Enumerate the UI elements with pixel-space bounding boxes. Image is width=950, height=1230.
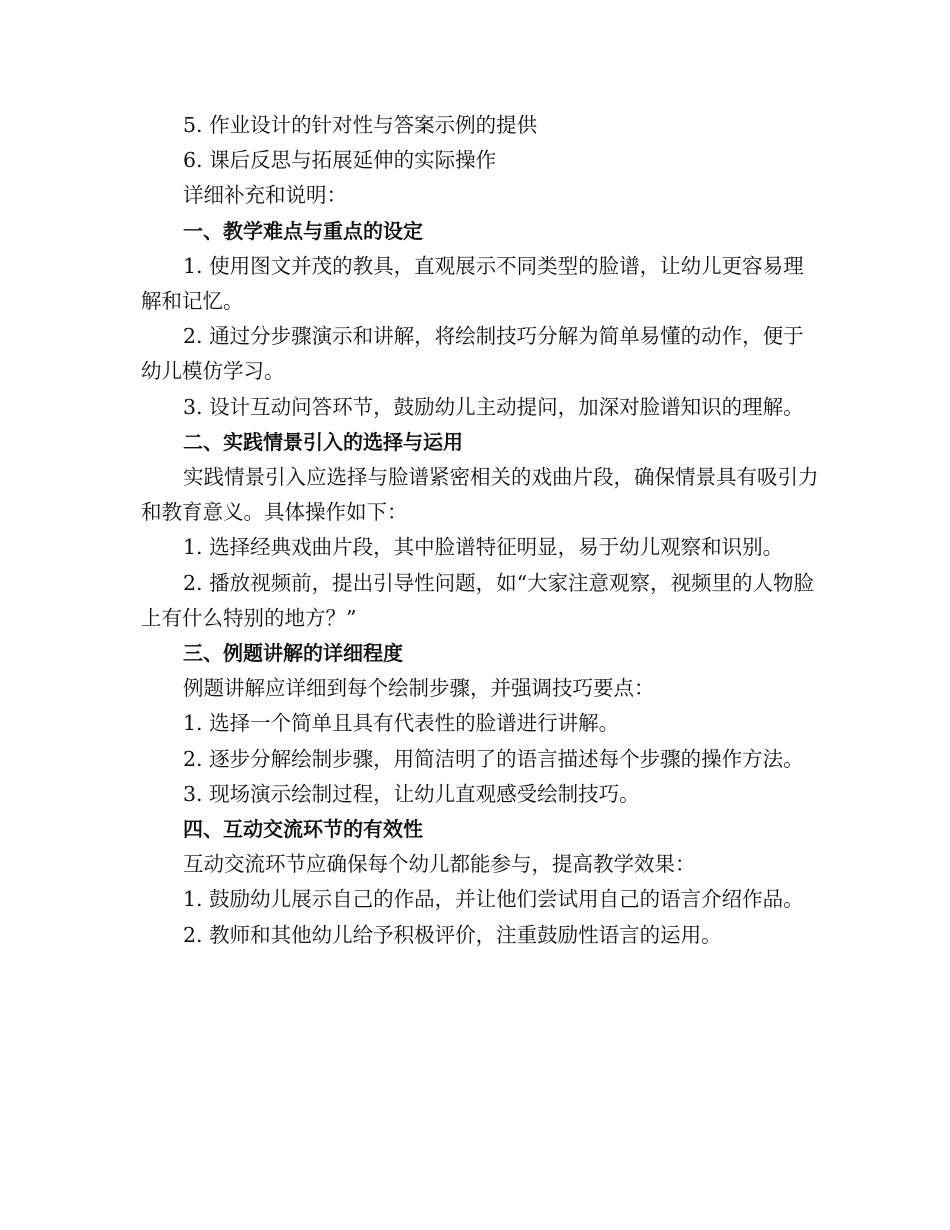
list-item-6: 6. 课后反思与拓展延伸的实际操作 [183,148,497,173]
intro-paragraph: 详细补充和说明： [183,183,347,208]
document-body [141,108,821,953]
paragraph: 3. 现场演示绘制过程，让幼儿直观感受绘制技巧。 [183,781,640,806]
paragraph: 例题讲解应详细到每个绘制步骤，并强调技巧要点： [183,676,655,701]
section-heading-4: 四、互动交流环节的有效性 [183,817,423,842]
paragraph: 1. 选择经典戏曲片段，其中脸谱特征明显，易于幼儿观察和识别。 [183,535,784,560]
paragraph: 互动交流环节应确保每个幼儿都能参与，提高教学效果： [183,852,696,877]
paragraph: 3. 设计互动问答环节，鼓励幼儿主动提问，加深对脸谱知识的理解。 [183,394,804,419]
paragraph: 1. 使用图文并茂的教具，直观展示不同类型的脸谱，让幼儿更容易理解和记忆。 [141,253,804,314]
paragraph: 2. 播放视频前，提出引导性问题，如“大家注意观察，视频里的人物脸上有什么特别的地方？” [141,570,815,630]
paragraph: 实践情景引入应选择与脸谱紧密相关的戏曲片段，确保情景具有吸引力和教育意义。具体操作如下： [141,465,819,525]
paragraph: 2. 逐步分解绘制步骤，用简洁明了的语言描述每个步骤的操作方法。 [183,746,804,771]
paragraph: 2. 教师和其他幼儿给予积极评价，注重鼓励性语言的运用。 [183,922,722,947]
paragraph: 1. 鼓励幼儿展示自己的作品，并让他们尝试用自己的语言介绍作品。 [183,887,804,912]
section-heading-3: 三、例题讲解的详细程度 [183,641,403,666]
paragraph: 2. 通过分步骤演示和讲解，将绘制技巧分解为简单易懂的动作，便于幼儿模仿学习。 [141,324,804,384]
section-heading-2: 二、实践情景引入的选择与运用 [183,429,463,454]
section-heading-1: 一、教学难点与重点的设定 [183,218,423,243]
list-item-5: 5. 作业设计的针对性与答案示例的提供 [183,113,538,137]
paragraph: 1. 选择一个简单且具有代表性的脸谱进行讲解。 [183,711,620,736]
